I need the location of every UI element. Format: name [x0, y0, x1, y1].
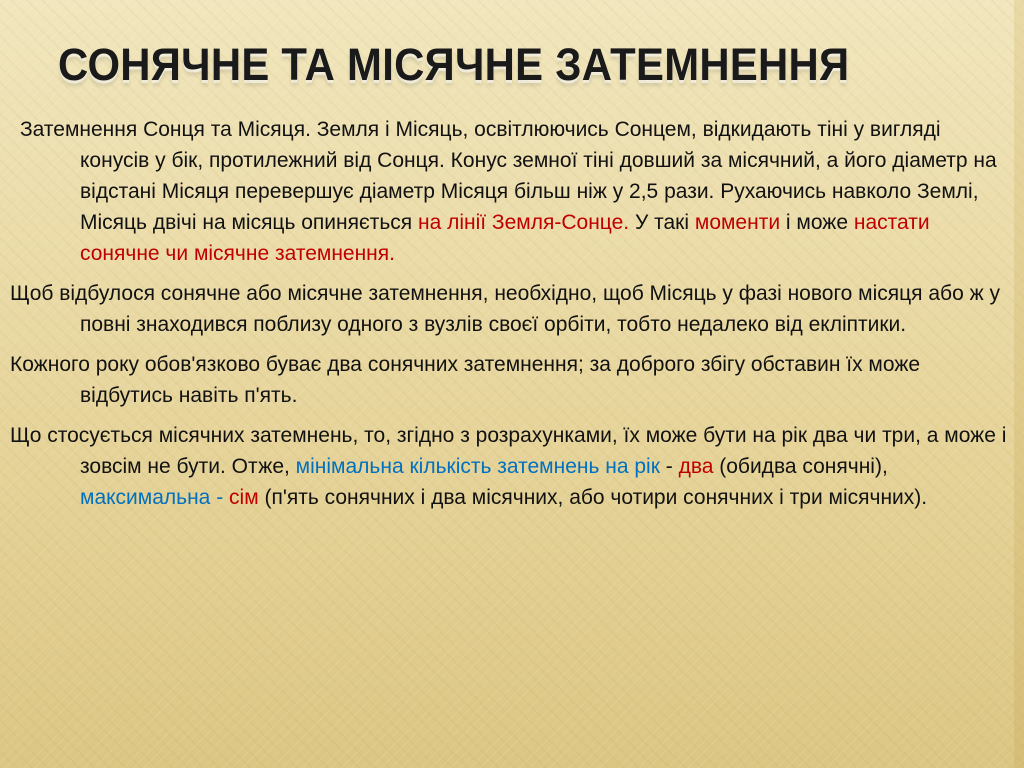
highlight-eclipse-may-occur: настати сонячне чи місячне затемнення. [80, 211, 930, 265]
highlight-minimum-count: мінімальна кількість затемнень на рік [295, 455, 660, 478]
slide-accent-bar [1014, 0, 1024, 768]
text-segment: (обидва сонячні), [713, 455, 888, 478]
text-segment: (п'ять сонячних і два місячних, або чотири сонячних і три місячних). [258, 486, 928, 509]
text-segment: Затемнення Сонця та Місяця. Земля і Місяць, освітлюючись Сонцем, відкидають тіні у вигляді конусів у бік, протилежний від Сонця. Конус земної тіні довший за місячний, а його діаметр на відстані Місяця перевершує діаметр Місяця більш ніж у 2,5 рази. Рухаючись навколо Землі, Місяць двічі на місяць опиняється [20, 118, 997, 234]
highlight-two: два [678, 455, 714, 478]
slide-body [10, 114, 1014, 522]
highlight-maximum: максимальна - [80, 486, 224, 509]
highlight-earth-sun-line: на лінії Земля-Сонце. [417, 211, 630, 234]
text-segment: і може [780, 211, 854, 234]
text-segment: У такі [629, 211, 695, 234]
text-segment: Щоб відбулося сонячне або місячне затемнення, необхідно, щоб Місяць у фазі нового місяця або ж у повні знаходився поблизу одного з вузлів своєї орбіти, тобто недалеко від екліптики. [10, 282, 1000, 336]
paragraph-lunar-eclipses-per-year [10, 420, 1014, 513]
text-segment: Кожного року обов'язково буває два сонячних затемнення; за доброго збігу обставин їх може відбутись навіть п'ять. [10, 353, 921, 407]
paragraph-eclipse-conditions [10, 278, 1014, 340]
text-segment: Що стосується місячних затемнень, то, згідно з розрахунками, їх може бути на рік два чи три, а може і зовсім не бути. Отже, [10, 424, 1007, 478]
highlight-seven: сім [229, 486, 259, 509]
paragraph-solar-eclipses-per-year [10, 349, 1014, 411]
slide-title: СОНЯЧНЕ ТА МІСЯЧНЕ ЗАТЕМНЕННЯ [58, 39, 850, 90]
paragraph-eclipse-intro [10, 114, 1014, 269]
text-segment: - [659, 455, 679, 478]
highlight-moments: моменти [694, 211, 781, 234]
